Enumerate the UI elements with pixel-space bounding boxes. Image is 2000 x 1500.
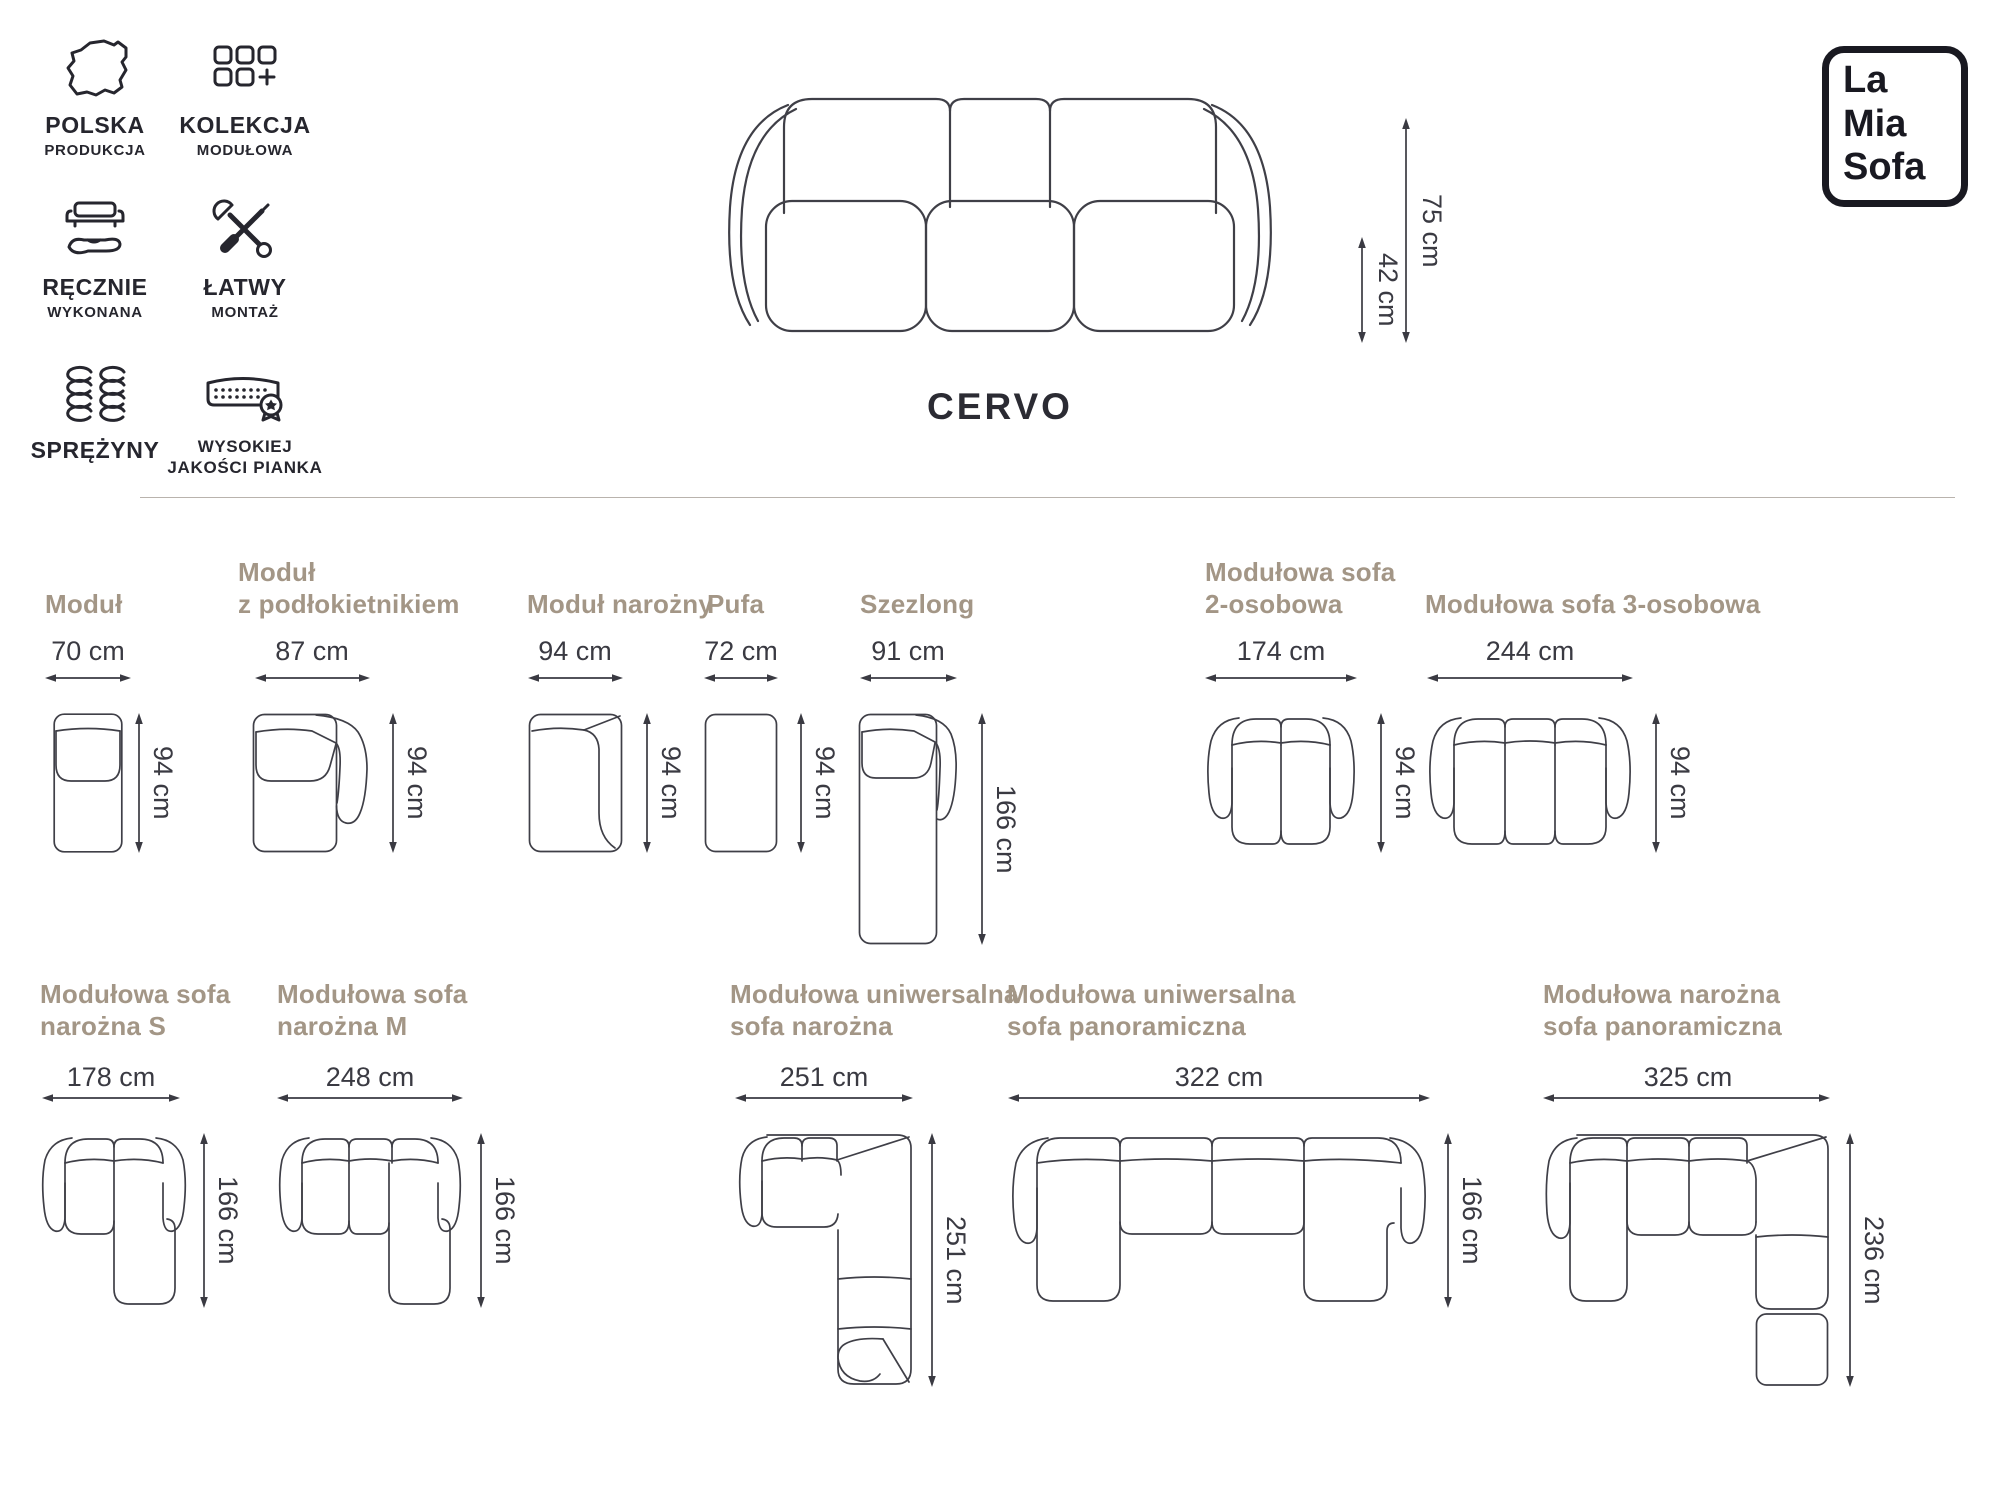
feature-wysokiej-jakosci-pianka [150, 361, 340, 478]
panoramic-corner-sofa-top-view-drawing [1543, 1133, 1830, 1387]
corner-sofa-m-top-view-drawing [277, 1133, 463, 1308]
width-arrow [735, 1092, 913, 1104]
seat-height-dimension: 42 cm [1373, 253, 1403, 327]
depth-arrow [1375, 713, 1387, 853]
width-arrow [704, 672, 778, 684]
section-divider [140, 497, 1955, 498]
feature-line2: WYKONANA [47, 304, 143, 321]
width-dimension: 174 cm [1236, 636, 1326, 666]
logo-line2: Mia [1843, 102, 1907, 145]
depth-dimension: 94 cm [148, 746, 178, 820]
feature-kolekcja-modulowa [150, 36, 340, 159]
sofa-3-top-view-drawing [1427, 713, 1633, 853]
pufa-top-view-drawing [704, 713, 778, 853]
modul-arm-top-view-drawing [252, 713, 370, 853]
feature-line1: RĘCZNIE [42, 274, 148, 300]
width-arrow [528, 672, 623, 684]
diagram-label: Modułowa sofa narożna M [277, 978, 468, 1041]
la-mia-sofa-logo [1822, 46, 1968, 207]
diagram-label: Moduł narożny [527, 588, 714, 619]
diagram-label: Modułowa uniwersalna sofa narożna [730, 978, 1019, 1041]
depth-arrow [976, 713, 988, 945]
depth-arrow [1650, 713, 1662, 853]
sofa-2-top-view-drawing [1205, 713, 1357, 853]
total-height-arrow [1400, 118, 1412, 343]
depth-dimension: 166 cm [213, 1176, 243, 1265]
depth-arrow [1442, 1133, 1454, 1308]
feature-line2: MODUŁOWA [196, 142, 294, 159]
depth-arrow [926, 1133, 938, 1387]
depth-dimension: 94 cm [1390, 746, 1420, 820]
total-height-dimension: 75 cm [1417, 193, 1447, 268]
depth-arrow [475, 1133, 487, 1308]
logo-line3: Sofa [1843, 146, 1926, 189]
depth-dimension: 94 cm [656, 746, 686, 820]
width-dimension: 94 cm [538, 636, 612, 666]
diagram-label: Moduł [45, 588, 123, 619]
depth-arrow [795, 713, 807, 853]
depth-arrow [641, 713, 653, 853]
depth-arrow [133, 713, 145, 853]
depth-dimension: 166 cm [1457, 1176, 1487, 1265]
corner-sofa-s-top-view-drawing [40, 1133, 188, 1308]
depth-dimension: 236 cm [1859, 1215, 1889, 1305]
depth-dimension: 94 cm [1665, 746, 1695, 820]
depth-dimension: 166 cm [991, 784, 1021, 874]
feature-line1: KOLEKCJA [179, 112, 311, 138]
diagram-label: Pufa [707, 588, 765, 619]
feature-line1: WYSOKIEJ [197, 437, 293, 456]
width-arrow [1427, 672, 1633, 684]
depth-dimension: 251 cm [941, 1215, 971, 1305]
poland-map-icon [60, 36, 130, 106]
width-arrow [1008, 1092, 1430, 1104]
depth-arrow [387, 713, 399, 853]
hero-sofa-drawing [690, 85, 1310, 347]
diagram-label: Modułowa sofa 2-osobowa [1205, 556, 1396, 619]
width-arrow [45, 672, 131, 684]
feature-line1: ŁATWY [203, 274, 287, 300]
depth-dimension: 94 cm [402, 746, 432, 820]
depth-dimension: 166 cm [490, 1176, 520, 1265]
modular-collection-icon [210, 36, 280, 106]
feature-line1: SPRĘŻYNY [30, 437, 160, 463]
szezlong-top-view-drawing [858, 713, 958, 945]
springs-icon [60, 361, 130, 431]
handmade-icon [60, 198, 130, 268]
width-dimension: 72 cm [704, 636, 778, 666]
width-dimension: 244 cm [1485, 636, 1575, 666]
depth-dimension: 94 cm [810, 746, 840, 820]
width-dimension: 251 cm [779, 1062, 869, 1092]
width-arrow [42, 1092, 180, 1104]
feature-latwy-montaz [150, 198, 340, 321]
universal-corner-sofa-top-view-drawing [737, 1133, 913, 1387]
feature-line2: PRODUKCJA [44, 142, 146, 159]
diagram-label: Szezlong [860, 588, 975, 619]
width-arrow [860, 672, 957, 684]
width-dimension: 322 cm [1174, 1062, 1264, 1092]
corner-modul-top-view-drawing [528, 713, 623, 853]
foam-quality-icon [203, 361, 287, 431]
depth-arrow [198, 1133, 210, 1308]
width-arrow [277, 1092, 463, 1104]
diagram-label: Moduł z podłokietnikiem [238, 556, 460, 619]
depth-arrow [1844, 1133, 1856, 1387]
width-dimension: 70 cm [51, 636, 125, 666]
logo-line1: La [1843, 59, 1888, 101]
feature-line2: JAKOŚCI PIANKA [167, 458, 323, 477]
panoramic-universal-sofa-top-view-drawing [1008, 1133, 1430, 1308]
diagram-label: Modułowa sofa narożna S [40, 978, 231, 1041]
width-arrow [1205, 672, 1357, 684]
modul-top-view-drawing [53, 713, 123, 853]
width-arrow [1543, 1092, 1830, 1104]
feature-line2: MONTAŻ [211, 304, 279, 321]
seat-height-arrow [1356, 237, 1368, 343]
diagram-label: Modułowa uniwersalna sofa panoramiczna [1007, 978, 1296, 1041]
width-dimension: 248 cm [325, 1062, 415, 1092]
width-arrow [255, 672, 370, 684]
width-dimension: 91 cm [871, 636, 945, 666]
product-name: CERVO [927, 386, 1073, 427]
diagram-label: Modułowa narożna sofa panoramiczna [1543, 978, 1782, 1041]
width-dimension: 87 cm [275, 636, 349, 666]
width-dimension: 178 cm [66, 1062, 156, 1092]
feature-line1: POLSKA [45, 112, 145, 138]
diagram-label: Modułowa sofa 3-osobowa [1425, 588, 1761, 619]
easy-assembly-icon [210, 198, 280, 268]
width-dimension: 325 cm [1643, 1062, 1733, 1092]
